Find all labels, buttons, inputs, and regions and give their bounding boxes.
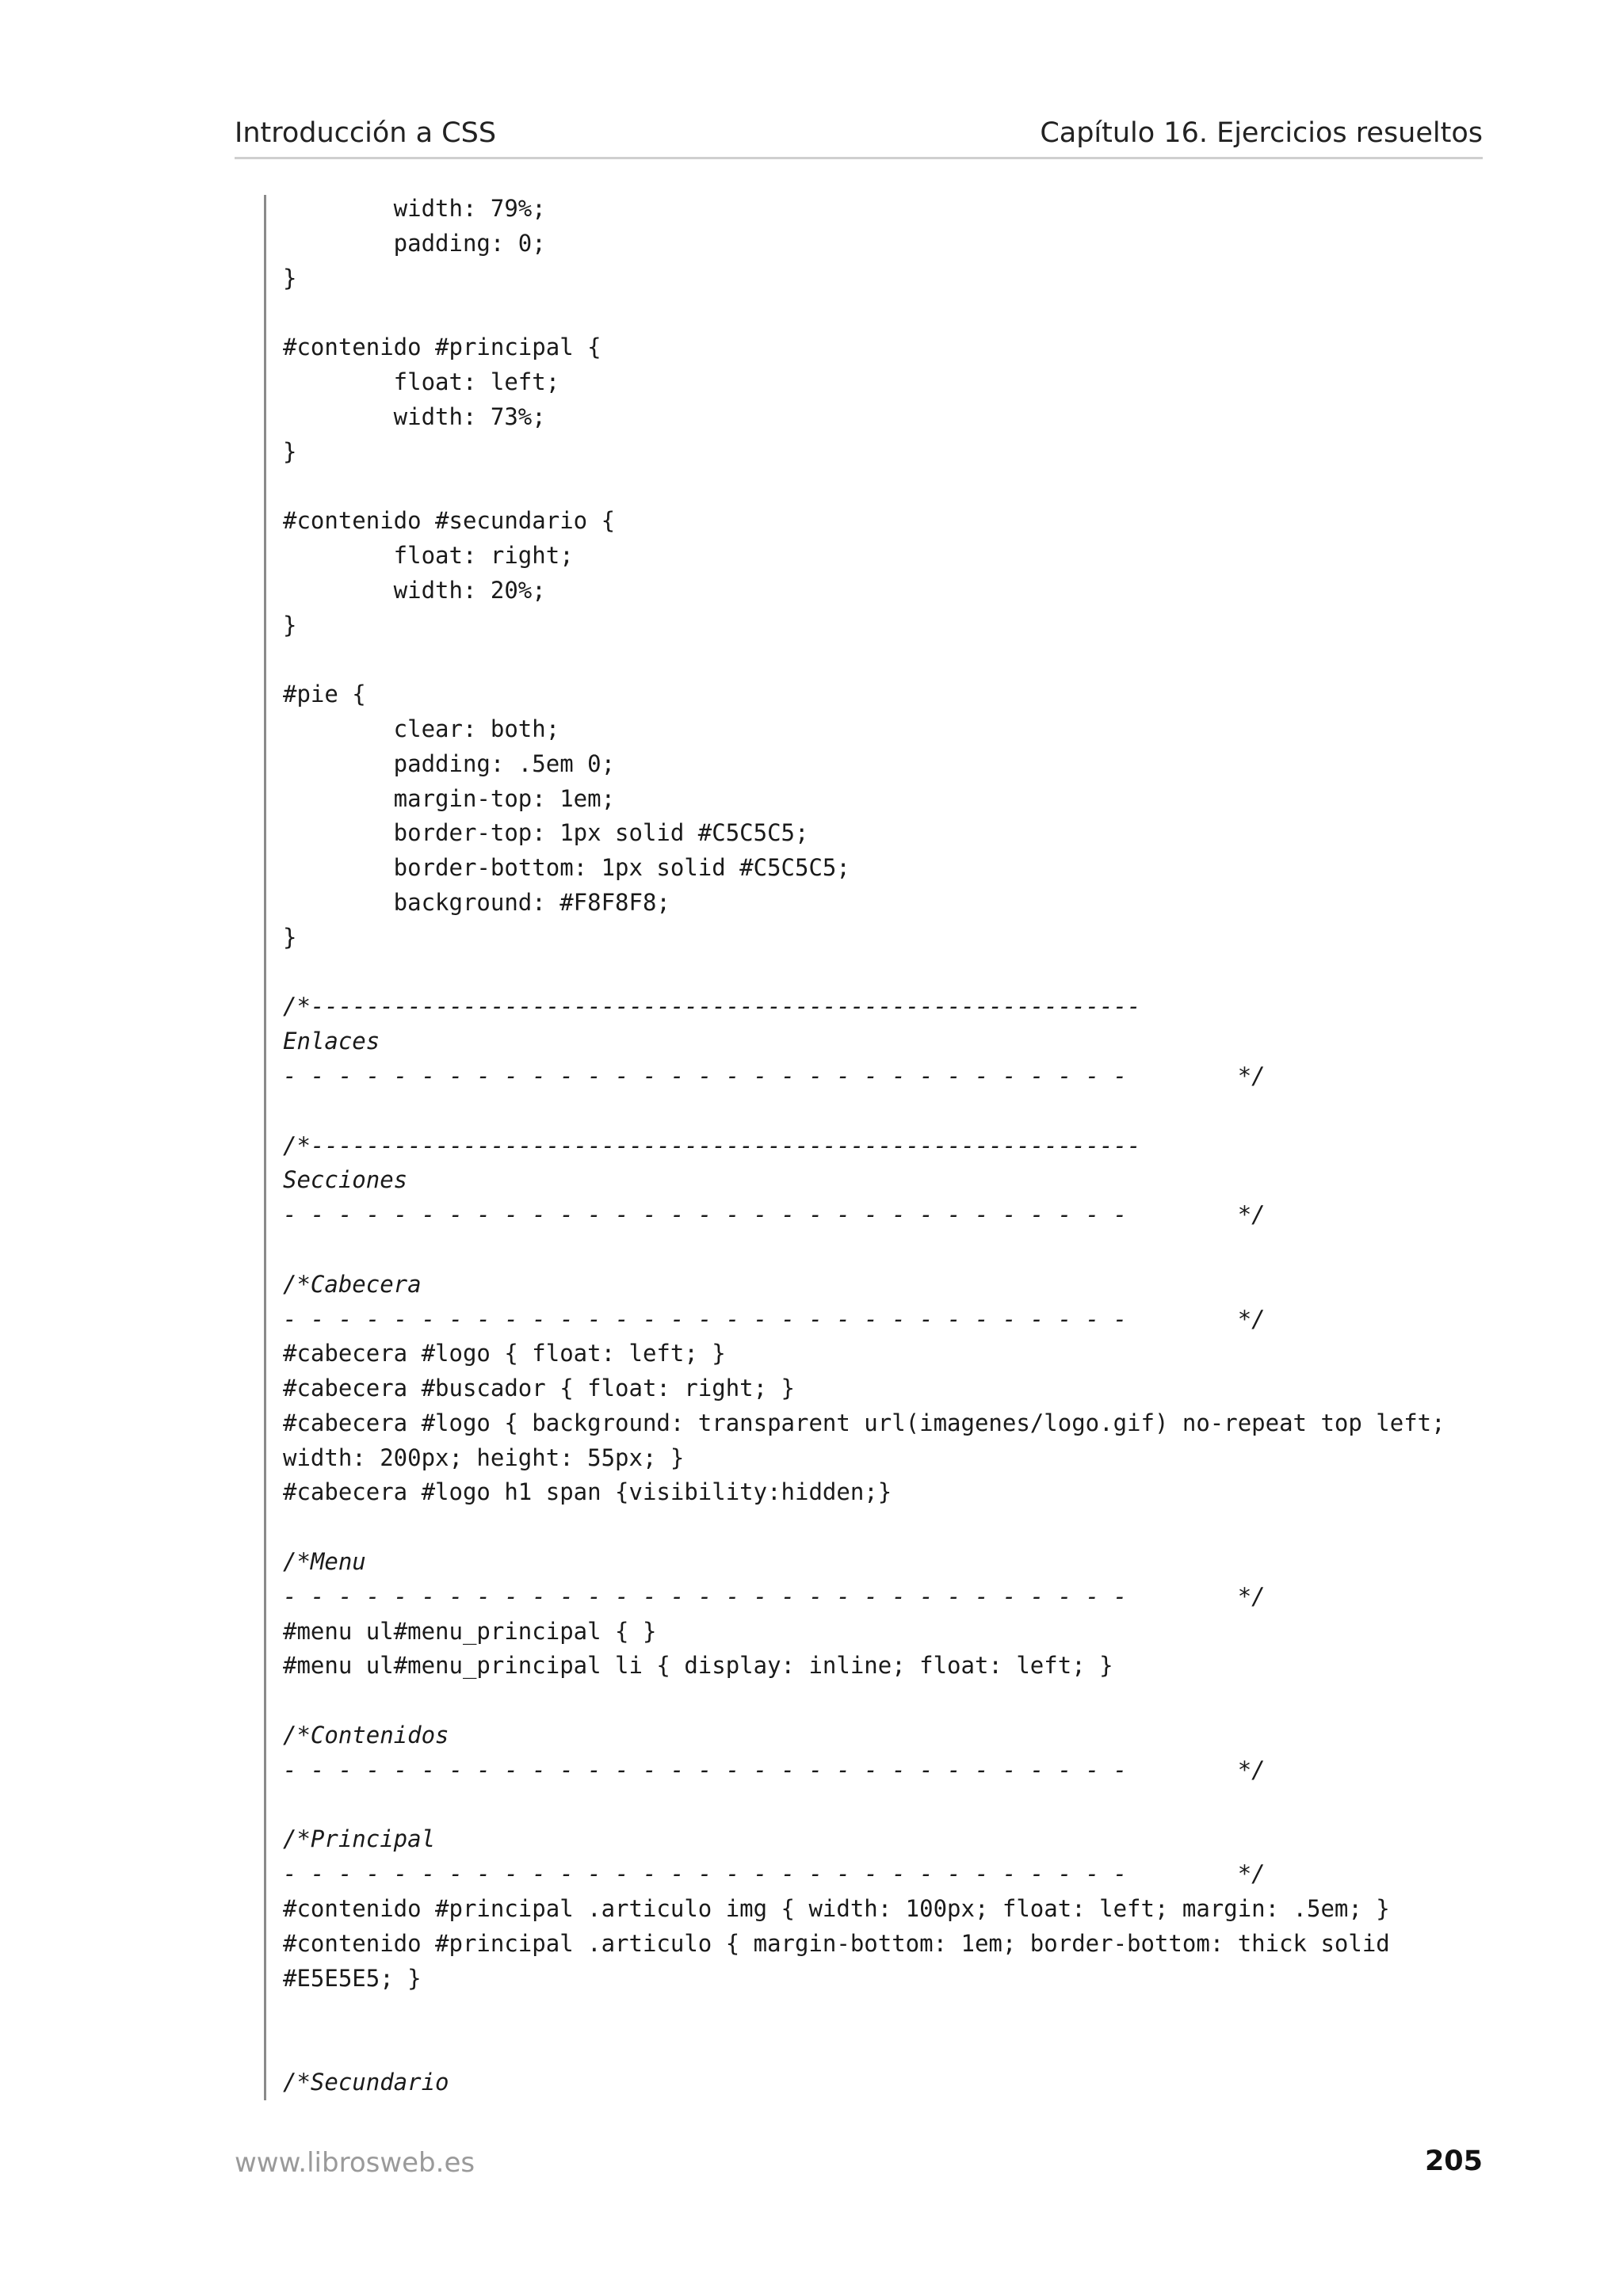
- code-block-border: [264, 195, 266, 2100]
- code-line: [283, 1094, 1511, 1129]
- code-line: float: right;: [283, 541, 574, 569]
- code-line: width: 200px; height: 55px; }: [283, 1444, 685, 1471]
- code-comment-line: /*Contenidos: [283, 1722, 449, 1749]
- code-line: [283, 1788, 1511, 1823]
- code-line: padding: .5em 0;: [283, 749, 616, 777]
- code-line: #cabecera #logo h1 span {visibility:hidden;}: [283, 1478, 892, 1506]
- code-comment-line: Enlaces: [283, 1028, 380, 1055]
- code-line: #cabecera #logo { background: transparent url(imagenes/logo.gif) no-repeat top left;: [283, 1409, 1445, 1436]
- code-line: [283, 1510, 1511, 1545]
- code-line: #cabecera #buscador { float: right; }: [283, 1375, 796, 1402]
- code-line: width: 79%;: [283, 195, 546, 222]
- code-line: #contenido #secundario {: [283, 507, 616, 535]
- header-divider: [235, 157, 1483, 159]
- code-line: #menu ul#menu_principal li { display: inline; float: left; }: [283, 1652, 1113, 1680]
- code-line: [283, 1684, 1511, 1718]
- code-line: [283, 955, 1511, 990]
- code-line: width: 20%;: [283, 576, 546, 604]
- code-line: [283, 2031, 1511, 2065]
- code-line: }: [283, 611, 297, 639]
- code-line: border-bottom: 1px solid #C5C5C5;: [283, 854, 850, 882]
- code-line: margin-top: 1em;: [283, 784, 616, 812]
- code-line: #E5E5E5; }: [283, 1964, 422, 1992]
- code-line: [283, 296, 1511, 330]
- code-comment-line: /*Principal: [283, 1825, 436, 1853]
- code-line: #contenido #principal .articulo { margin-bottom: 1em; border-bottom: thick solid: [283, 1929, 1390, 1957]
- code-comment-line: - - - - - - - - - - - - - - - - - - - - - - - - - - - - - - - */: [283, 1756, 1266, 1783]
- website-url: www.librosweb.es: [235, 2147, 475, 2179]
- code-line: clear: both;: [283, 715, 560, 742]
- code-line: width: 73%;: [283, 402, 546, 430]
- code-line: #cabecera #logo { float: left; }: [283, 1340, 726, 1367]
- code-line: padding: 0;: [283, 229, 546, 257]
- code-line: float: left;: [283, 368, 560, 395]
- code-line: [283, 1996, 1511, 2031]
- code-line: [283, 643, 1511, 677]
- code-comment-line: - - - - - - - - - - - - - - - - - - - - - - - - - - - - - - - */: [283, 1201, 1266, 1229]
- code-comment-line: - - - - - - - - - - - - - - - - - - - - - - - - - - - - - - - */: [283, 1062, 1266, 1089]
- code-comment-line: - - - - - - - - - - - - - - - - - - - - - - - - - - - - - - - */: [283, 1860, 1266, 1888]
- code-line: }: [283, 923, 297, 951]
- page-number: 205: [1424, 2145, 1483, 2177]
- code-comment-line: /*Secundario: [283, 2069, 449, 2096]
- code-comment-line: /*------------------------------------------------------------: [283, 993, 1141, 1020]
- code-line: [283, 469, 1511, 504]
- code-comment-line: Secciones: [283, 1166, 408, 1194]
- code-line: #contenido #principal .articulo img { width: 100px; float: left; margin: .5em; }: [283, 1895, 1390, 1923]
- code-line: border-top: 1px solid #C5C5C5;: [283, 819, 809, 847]
- book-title: Introducción a CSS: [235, 117, 497, 149]
- code-comment-line: - - - - - - - - - - - - - - - - - - - - - - - - - - - - - - - */: [283, 1582, 1266, 1610]
- code-line: }: [283, 264, 297, 292]
- code-line: #pie {: [283, 681, 366, 708]
- code-line: }: [283, 437, 297, 465]
- code-comment-line: /*Menu: [283, 1548, 366, 1576]
- code-comment-line: - - - - - - - - - - - - - - - - - - - - - - - - - - - - - - - */: [283, 1305, 1266, 1333]
- code-line: [283, 1233, 1511, 1268]
- code-comment-line: /*------------------------------------------------------------: [283, 1131, 1141, 1159]
- chapter-title: Capítulo 16. Ejercicios resueltos: [1040, 117, 1483, 149]
- code-line: background: #F8F8F8;: [283, 888, 670, 916]
- code-line: #contenido #principal {: [283, 334, 601, 361]
- code-line: #menu ul#menu_principal { }: [283, 1617, 657, 1645]
- code-comment-line: /*Cabecera: [283, 1270, 422, 1298]
- code-block: [283, 192, 1511, 2100]
